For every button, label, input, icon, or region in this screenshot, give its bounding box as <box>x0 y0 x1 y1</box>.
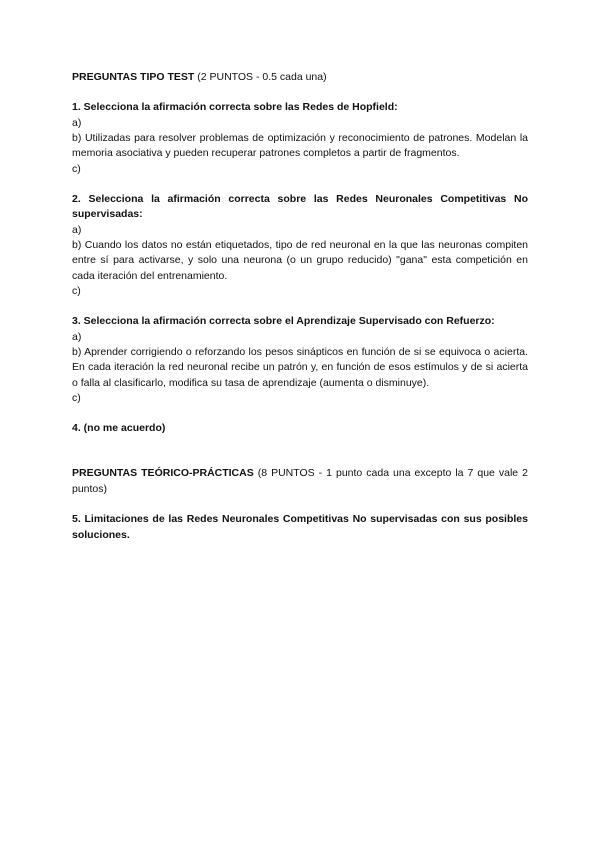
practical-section-title: PREGUNTAS TEÓRICO-PRÁCTICAS <box>72 467 254 479</box>
document-page <box>72 70 528 543</box>
question-1-option-b: b) Utilizadas para resolver problemas de optimización y reconocimiento de patrones. Modelan la memoria asociativa y pueden recuperar patrones completos a partir de fragmentos. <box>72 131 528 159</box>
test-section-title: PREGUNTAS TIPO TEST <box>72 71 195 83</box>
question-1-option-a: a) <box>72 116 82 129</box>
practical-section-points: (8 PUNTOS - 1 punto cada una excepto la 7 que vale 2 puntos) <box>72 467 528 495</box>
question-2-option-b: b) Cuando los datos no están etiquetados, tipo de red neuronal en la que las neuronas compiten entre sí para activarse, y solo una neurona (o un grupo reducido) "gana" esta competición en cada iteración del entrenamiento. <box>72 238 528 282</box>
question-2-title: 2. Selecciona la afirmación correcta sobre las Redes Neuronales Competitivas No supervisadas: <box>72 192 528 220</box>
question-2 <box>72 192 528 300</box>
question-3-option-b: b) Aprender corrigiendo o reforzando los pesos sinápticos en función de si se equivoca o acierta. En cada iteración la red neuronal recibe un patrón y, en función de esos estímulos y de si acierta o falla al clasificarlo, modifica su tasa de aprendizaje (aumenta o disminuye). <box>72 345 528 389</box>
question-4: 4. (no me acuerdo) <box>72 422 166 434</box>
test-section-points: (2 PUNTOS - 0.5 cada una) <box>194 71 327 83</box>
question-1-option-c: c) <box>72 162 81 175</box>
question-5: 5. Limitaciones de las Redes Neuronales Competitivas No supervisadas con sus posibles soluciones. <box>72 513 528 541</box>
question-3-option-c: c) <box>72 392 81 404</box>
question-2-option-a: a) <box>72 223 82 236</box>
practical-section-heading <box>72 466 528 497</box>
test-section-heading <box>72 70 528 85</box>
question-3-option-a: a) <box>72 330 82 343</box>
question-3 <box>72 314 528 406</box>
question-1-title: 1. Selecciona la afirmación correcta sobre las Redes de Hopfield: <box>72 101 398 113</box>
question-2-option-c: c) <box>72 285 81 297</box>
question-1 <box>72 100 528 177</box>
question-3-title: 3. Selecciona la afirmación correcta sobre el Aprendizaje Supervisado con Refuerzo: <box>72 315 495 327</box>
